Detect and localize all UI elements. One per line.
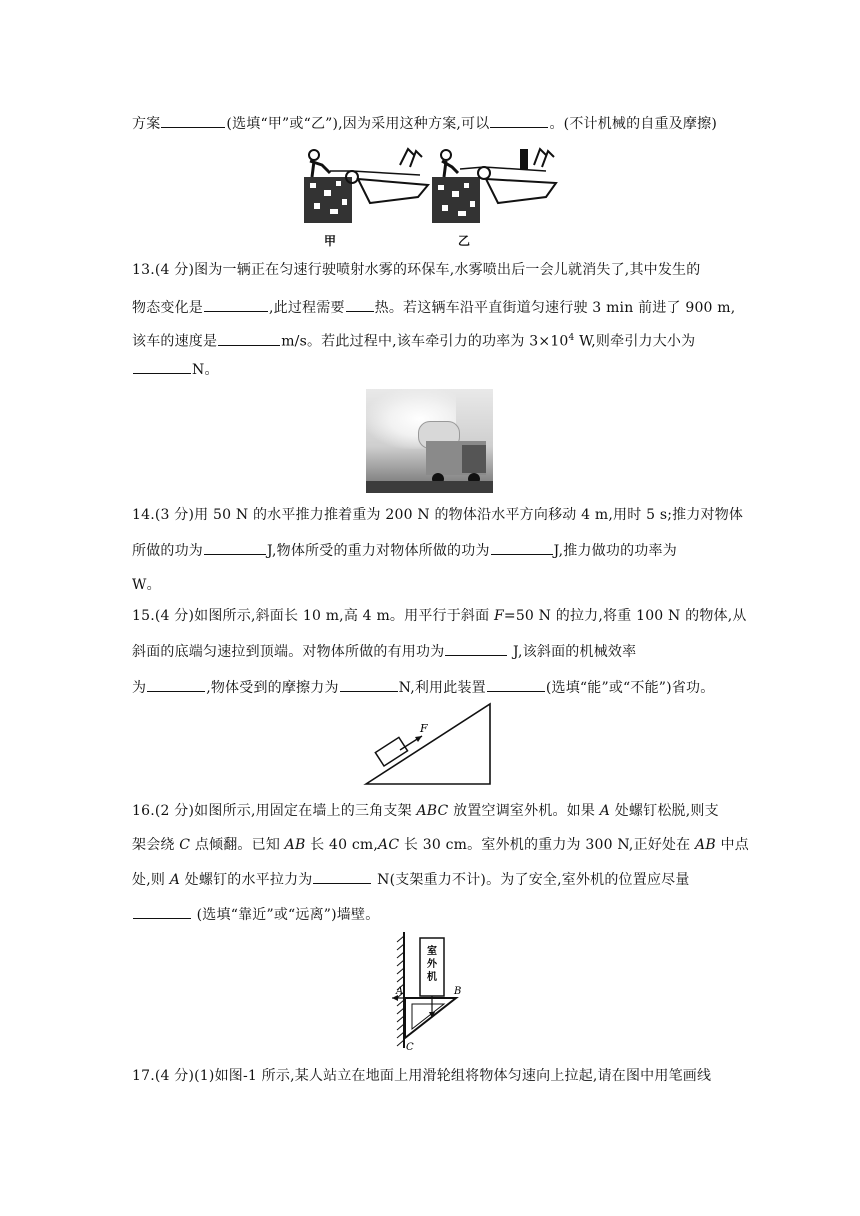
answer-blank — [133, 359, 191, 374]
answer-blank — [346, 297, 374, 312]
point-b-label: B — [454, 986, 462, 997]
q13-line-2: 物态变化是 ,此过程需要 热。若这辆车沿平直街道匀速行驶 3 min 前进了 900 m, — [132, 297, 735, 318]
q14-line-2: 所做的功为 J,物体所受的重力对物体所做的功为 J,推力做功的功率为 — [132, 540, 677, 561]
point-c-label: C — [406, 1042, 414, 1053]
q13-line-1: 13.(4 分)图为一辆正在匀速行驶喷射水雾的环保车,水雾喷出后一会儿就消失了,其中发生的 — [132, 262, 701, 278]
answer-blank — [204, 540, 266, 555]
q15-line-2: 斜面的底端匀速拉到顶端。对物体所做的有用功为 J,该斜面的机械效率 — [132, 641, 636, 662]
q17-line-1: 17.(4 分)(1)如图-1 所示,某人站立在地面上用滑轮组将物体匀速向上拉起,请在图中用笔画线 — [132, 1068, 712, 1084]
answer-blank — [218, 331, 280, 346]
answer-blank — [161, 113, 225, 128]
unit-label-char-3: 机 — [427, 972, 437, 983]
point-a-label: A — [396, 986, 404, 997]
q16-line-4: (选填“靠近”或“远离”)墙壁。 — [132, 904, 379, 925]
q16-line-3: 处,则 A 处螺钉的水平拉力为 N(支架重力不计)。为了安全,室外机的位置应尽量 — [132, 869, 690, 890]
unit-label-char-1: 室 — [427, 946, 437, 957]
q14-line-3: W。 — [132, 577, 161, 593]
q15-line-1: 15.(4 分)如图所示,斜面长 10 m,高 4 m。用平行于斜面 F=50 N 的拉力,将重 100 N 的物体,从 — [132, 608, 747, 624]
q16-line-1: 16.(2 分)如图所示,用固定在墙上的三角支架 ABC 放置空调室外机。如果 A 处螺钉松脱,则支 — [132, 803, 719, 819]
q13-line-4: N。 — [132, 359, 219, 380]
answer-blank — [490, 113, 548, 128]
q13-line-3: 该车的速度是 m/s。若此过程中,该车牵引力的功率为 $3\times 10^4$ W,则牵引力大小为 — [132, 328, 695, 352]
answer-blank — [491, 540, 553, 555]
answer-blank — [445, 641, 507, 656]
q15-line-3: 为 ,物体受到的摩擦力为 N,利用此装置 (选填“能”或“不能”)省功。 — [132, 677, 714, 698]
answer-blank — [340, 677, 398, 692]
answer-blank — [313, 869, 371, 884]
fig12-caption-jia: 甲 — [324, 234, 337, 248]
q14-line-1: 14.(3 分)用 50 N 的水平推力推着重为 200 N 的物体沿水平方向移动 4 m,用时 5 s;推力对物体 — [132, 507, 744, 523]
spray-truck-photo — [366, 389, 493, 493]
answer-blank — [204, 297, 268, 312]
force-label: F — [420, 722, 428, 735]
q16-line-2: 架会绕 C 点倾翻。已知 AB 长 40 cm,AC 长 30 cm。室外机的重力为 300 N,正好处在 AB 中点 — [132, 837, 749, 853]
unit-label-char-2: 外 — [427, 959, 437, 970]
q12-continuation-line: 方案 (选填“甲”或“乙”),因为采用这种方案,可以 。(不计机械的自重及摩擦) — [132, 113, 717, 134]
fig12-pulley-drawing — [300, 145, 562, 227]
answer-blank — [487, 677, 545, 692]
fig12-caption-yi: 乙 — [458, 234, 471, 248]
answer-blank — [133, 904, 191, 919]
fig15-inclined-plane — [360, 700, 500, 790]
fig16-bracket-diagram — [392, 930, 472, 1054]
answer-blank — [147, 677, 205, 692]
